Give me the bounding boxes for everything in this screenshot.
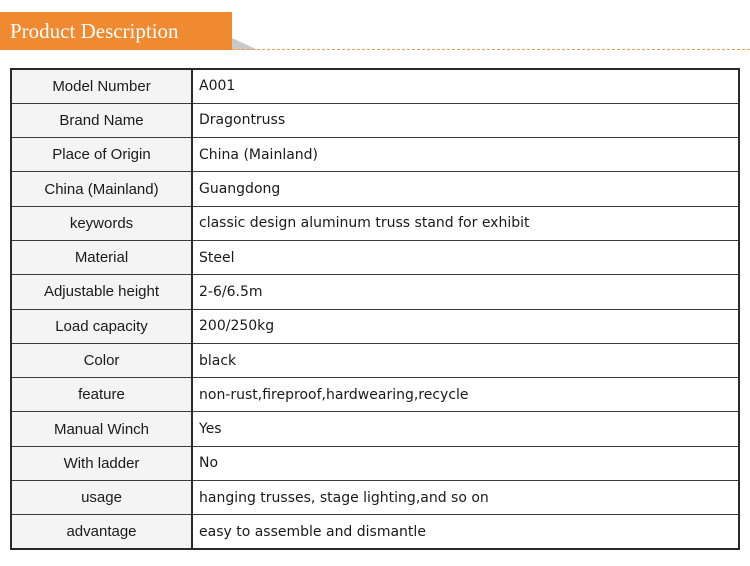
header-divider (232, 49, 750, 50)
spec-value: Guangdong (192, 172, 739, 206)
spec-value: 2-6/6.5m (192, 275, 739, 309)
spec-label: Place of Origin (11, 138, 192, 172)
spec-label: Adjustable height (11, 275, 192, 309)
section-title: Product Description (0, 12, 232, 50)
spec-value: China (Mainland) (192, 138, 739, 172)
spec-value: non-rust,fireproof,hardwearing,recycle (192, 378, 739, 412)
spec-value: classic design aluminum truss stand for exhibit (192, 206, 739, 240)
spec-label: Material (11, 240, 192, 274)
spec-label: feature (11, 378, 192, 412)
spec-label: Manual Winch (11, 412, 192, 446)
spec-value: hanging trusses, stage lighting,and so on (192, 481, 739, 515)
spec-value: 200/250kg (192, 309, 739, 343)
table-row (11, 378, 739, 412)
table-row (11, 206, 739, 240)
spec-label: Model Number (11, 69, 192, 103)
spec-label: Color (11, 343, 192, 377)
spec-value: easy to assemble and dismantle (192, 515, 739, 549)
table-row (11, 172, 739, 206)
spec-label: With ladder (11, 446, 192, 480)
table-row (11, 446, 739, 480)
spec-value: black (192, 343, 739, 377)
table-row (11, 481, 739, 515)
spec-label: keywords (11, 206, 192, 240)
table-row (11, 412, 739, 446)
table-row (11, 240, 739, 274)
table-row (11, 103, 739, 137)
spec-label: China (Mainland) (11, 172, 192, 206)
spec-value: Yes (192, 412, 739, 446)
spec-label: Load capacity (11, 309, 192, 343)
spec-value: A001 (192, 69, 739, 103)
table-row (11, 309, 739, 343)
spec-label: Brand Name (11, 103, 192, 137)
spec-value: Steel (192, 240, 739, 274)
table-row (11, 69, 739, 103)
spec-label: advantage (11, 515, 192, 549)
table-row (11, 138, 739, 172)
spec-label: usage (11, 481, 192, 515)
spec-table (10, 68, 740, 550)
table-row (11, 343, 739, 377)
table-row (11, 515, 739, 549)
spec-value: Dragontruss (192, 103, 739, 137)
spec-value: No (192, 446, 739, 480)
table-row (11, 275, 739, 309)
section-header (0, 0, 750, 50)
